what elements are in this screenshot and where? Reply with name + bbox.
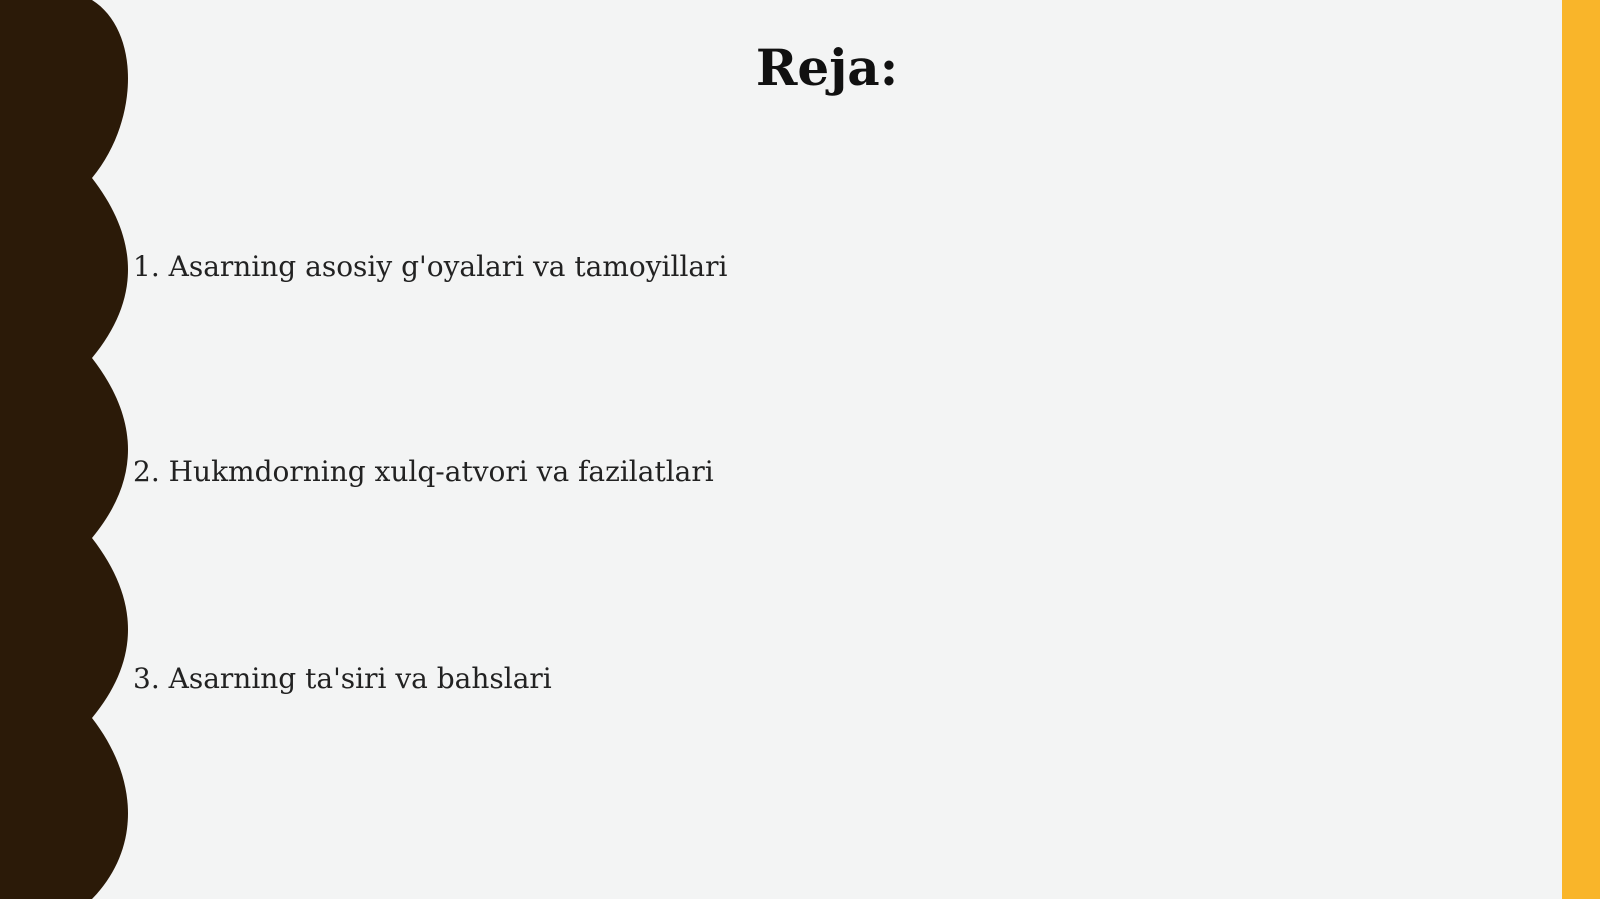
slide-title: Reja: (755, 38, 899, 97)
decorative-wave-band (0, 0, 130, 899)
plan-item-2: 2. Hukmdorning xulq-atvori va fazilatlari (133, 455, 714, 488)
plan-item-1: 1. Asarning asosiy g'oyalari va tamoyillari (133, 250, 728, 283)
plan-item-3: 3. Asarning ta'siri va bahslari (133, 662, 552, 695)
accent-stripe (1562, 0, 1600, 899)
